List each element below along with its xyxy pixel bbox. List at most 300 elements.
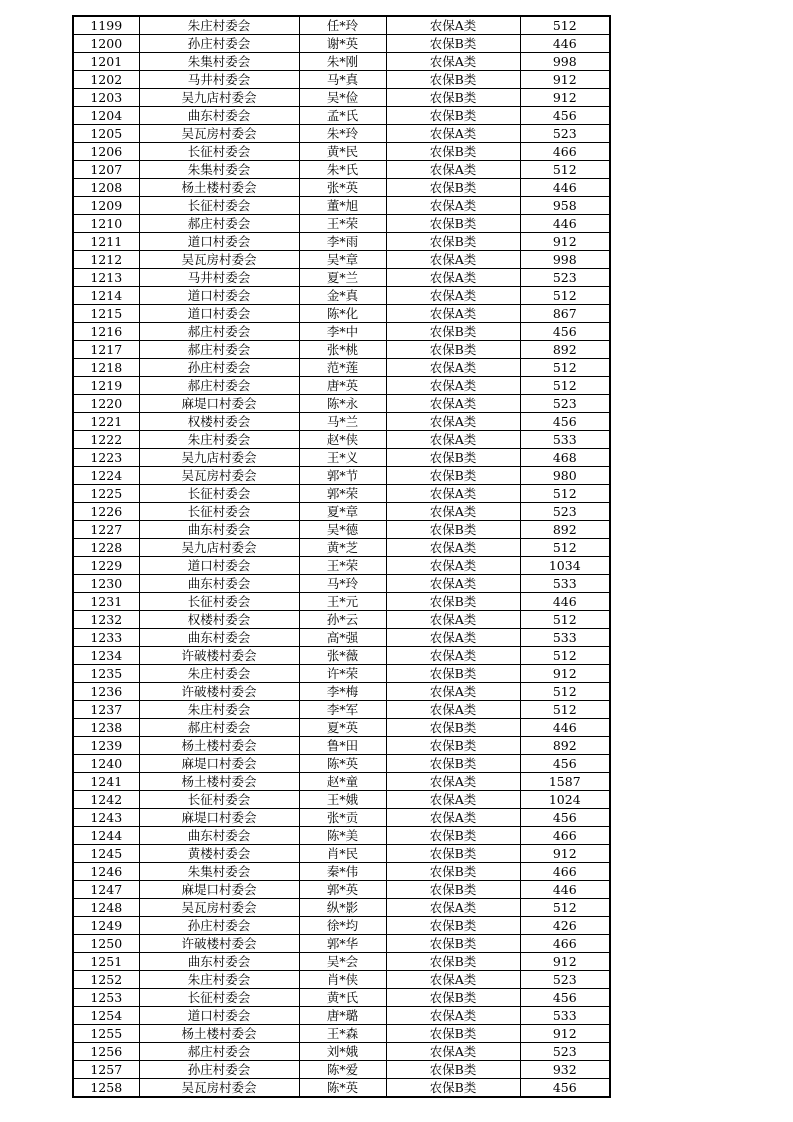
insurance-type-cell: 农保B类: [386, 71, 520, 89]
amount-cell: 998: [520, 251, 610, 269]
row-number-cell: 1200: [73, 35, 139, 53]
person-name-cell: 王*荣: [299, 215, 386, 233]
village-committee-cell: 杨土楼村委会: [139, 1025, 299, 1043]
row-number-cell: 1201: [73, 53, 139, 71]
row-number-cell: 1224: [73, 467, 139, 485]
person-name-cell: 肖*民: [299, 845, 386, 863]
insurance-type-cell: 农保B类: [386, 107, 520, 125]
row-number-cell: 1203: [73, 89, 139, 107]
amount-cell: 892: [520, 521, 610, 539]
insurance-type-cell: 农保B类: [386, 737, 520, 755]
village-committee-cell: 郝庄村委会: [139, 1043, 299, 1061]
row-number-cell: 1247: [73, 881, 139, 899]
table-row: [73, 755, 610, 773]
village-committee-cell: 朱集村委会: [139, 161, 299, 179]
table-row: [73, 953, 610, 971]
table-row: [73, 449, 610, 467]
person-name-cell: 陈*英: [299, 755, 386, 773]
person-name-cell: 赵*侠: [299, 431, 386, 449]
table-row: [73, 845, 610, 863]
amount-cell: 523: [520, 395, 610, 413]
amount-cell: 523: [520, 269, 610, 287]
row-number-cell: 1234: [73, 647, 139, 665]
amount-cell: 446: [520, 593, 610, 611]
row-number-cell: 1218: [73, 359, 139, 377]
row-number-cell: 1236: [73, 683, 139, 701]
insurance-type-cell: 农保B类: [386, 215, 520, 233]
village-committee-cell: 权楼村委会: [139, 611, 299, 629]
village-committee-cell: 吴九店村委会: [139, 449, 299, 467]
table-row: [73, 971, 610, 989]
amount-cell: 446: [520, 35, 610, 53]
amount-cell: 512: [520, 359, 610, 377]
table-row: [73, 16, 610, 35]
insurance-type-cell: 农保A类: [386, 53, 520, 71]
insurance-type-cell: 农保B类: [386, 881, 520, 899]
table-row: [73, 125, 610, 143]
person-name-cell: 纵*影: [299, 899, 386, 917]
table-row: [73, 233, 610, 251]
person-name-cell: 范*莲: [299, 359, 386, 377]
village-committee-cell: 曲东村委会: [139, 953, 299, 971]
row-number-cell: 1225: [73, 485, 139, 503]
person-name-cell: 孙*云: [299, 611, 386, 629]
insurance-type-cell: 农保B类: [386, 323, 520, 341]
table-row: [73, 53, 610, 71]
person-name-cell: 陈*化: [299, 305, 386, 323]
row-number-cell: 1239: [73, 737, 139, 755]
amount-cell: 456: [520, 323, 610, 341]
insurance-type-cell: 农保B类: [386, 179, 520, 197]
row-number-cell: 1252: [73, 971, 139, 989]
row-number-cell: 1207: [73, 161, 139, 179]
insurance-type-cell: 农保A类: [386, 413, 520, 431]
table-row: [73, 575, 610, 593]
amount-cell: 456: [520, 809, 610, 827]
amount-cell: 512: [520, 683, 610, 701]
table-row: [73, 1007, 610, 1025]
insurance-type-cell: 农保A类: [386, 629, 520, 647]
village-committee-cell: 长征村委会: [139, 143, 299, 161]
table-row: [73, 413, 610, 431]
table-row: [73, 791, 610, 809]
insurance-type-cell: 农保A类: [386, 431, 520, 449]
amount-cell: 512: [520, 647, 610, 665]
table-row: [73, 881, 610, 899]
person-name-cell: 唐*璐: [299, 1007, 386, 1025]
row-number-cell: 1231: [73, 593, 139, 611]
person-name-cell: 陈*英: [299, 1079, 386, 1098]
row-number-cell: 1213: [73, 269, 139, 287]
amount-cell: 512: [520, 899, 610, 917]
amount-cell: 512: [520, 287, 610, 305]
amount-cell: 912: [520, 665, 610, 683]
table-row: [73, 629, 610, 647]
amount-cell: 512: [520, 377, 610, 395]
table-row: [73, 773, 610, 791]
village-committee-cell: 朱庄村委会: [139, 701, 299, 719]
table-row: [73, 557, 610, 575]
insurance-type-cell: 农保A类: [386, 395, 520, 413]
row-number-cell: 1235: [73, 665, 139, 683]
table-row: [73, 341, 610, 359]
village-committee-cell: 郝庄村委会: [139, 341, 299, 359]
village-committee-cell: 朱庄村委会: [139, 971, 299, 989]
person-name-cell: 王*森: [299, 1025, 386, 1043]
table-row: [73, 71, 610, 89]
insurance-type-cell: 农保A类: [386, 971, 520, 989]
amount-cell: 446: [520, 881, 610, 899]
amount-cell: 533: [520, 1007, 610, 1025]
row-number-cell: 1238: [73, 719, 139, 737]
person-name-cell: 金*真: [299, 287, 386, 305]
table-row: [73, 521, 610, 539]
village-committee-cell: 麻堤口村委会: [139, 881, 299, 899]
person-name-cell: 谢*英: [299, 35, 386, 53]
person-name-cell: 黄*氏: [299, 989, 386, 1007]
person-name-cell: 王*娥: [299, 791, 386, 809]
table-row: [73, 251, 610, 269]
row-number-cell: 1254: [73, 1007, 139, 1025]
person-name-cell: 张*英: [299, 179, 386, 197]
row-number-cell: 1257: [73, 1061, 139, 1079]
person-name-cell: 马*玲: [299, 575, 386, 593]
village-committee-cell: 郝庄村委会: [139, 377, 299, 395]
row-number-cell: 1228: [73, 539, 139, 557]
village-committee-cell: 道口村委会: [139, 305, 299, 323]
row-number-cell: 1220: [73, 395, 139, 413]
table-row: [73, 593, 610, 611]
table-row: [73, 737, 610, 755]
village-committee-cell: 许破楼村委会: [139, 647, 299, 665]
row-number-cell: 1258: [73, 1079, 139, 1098]
insurance-type-cell: 农保A类: [386, 809, 520, 827]
amount-cell: 468: [520, 449, 610, 467]
row-number-cell: 1214: [73, 287, 139, 305]
person-name-cell: 张*桃: [299, 341, 386, 359]
village-committee-cell: 许破楼村委会: [139, 683, 299, 701]
row-number-cell: 1204: [73, 107, 139, 125]
table-row: [73, 899, 610, 917]
table-row: [73, 431, 610, 449]
insurance-type-cell: 农保B类: [386, 449, 520, 467]
row-number-cell: 1229: [73, 557, 139, 575]
person-name-cell: 鲁*田: [299, 737, 386, 755]
village-committee-cell: 道口村委会: [139, 557, 299, 575]
table-row: [73, 359, 610, 377]
insurance-type-cell: 农保B类: [386, 1079, 520, 1098]
insurance-type-cell: 农保B类: [386, 35, 520, 53]
insurance-type-cell: 农保A类: [386, 611, 520, 629]
table-row: [73, 665, 610, 683]
village-committee-cell: 黄楼村委会: [139, 845, 299, 863]
amount-cell: 456: [520, 107, 610, 125]
amount-cell: 466: [520, 935, 610, 953]
insurance-type-cell: 农保A类: [386, 359, 520, 377]
row-number-cell: 1251: [73, 953, 139, 971]
person-name-cell: 朱*玲: [299, 125, 386, 143]
row-number-cell: 1205: [73, 125, 139, 143]
amount-cell: 912: [520, 845, 610, 863]
person-name-cell: 李*军: [299, 701, 386, 719]
person-name-cell: 李*梅: [299, 683, 386, 701]
amount-cell: 533: [520, 629, 610, 647]
person-name-cell: 郭*华: [299, 935, 386, 953]
person-name-cell: 吴*德: [299, 521, 386, 539]
insurance-type-cell: 农保A类: [386, 575, 520, 593]
row-number-cell: 1212: [73, 251, 139, 269]
row-number-cell: 1211: [73, 233, 139, 251]
village-committee-cell: 孙庄村委会: [139, 359, 299, 377]
table-row: [73, 89, 610, 107]
insurance-type-cell: 农保B类: [386, 467, 520, 485]
amount-cell: 456: [520, 989, 610, 1007]
table-row: [73, 1025, 610, 1043]
table-row: [73, 197, 610, 215]
person-name-cell: 陈*爱: [299, 1061, 386, 1079]
amount-cell: 512: [520, 16, 610, 35]
amount-cell: 958: [520, 197, 610, 215]
row-number-cell: 1233: [73, 629, 139, 647]
amount-cell: 512: [520, 539, 610, 557]
row-number-cell: 1206: [73, 143, 139, 161]
village-committee-cell: 孙庄村委会: [139, 35, 299, 53]
village-committee-cell: 郝庄村委会: [139, 323, 299, 341]
amount-cell: 512: [520, 611, 610, 629]
insurance-type-cell: 农保B类: [386, 827, 520, 845]
table-row: [73, 467, 610, 485]
insurance-type-cell: 农保A类: [386, 485, 520, 503]
insurance-type-cell: 农保A类: [386, 197, 520, 215]
village-committee-cell: 吴瓦房村委会: [139, 251, 299, 269]
beneficiary-table: [72, 15, 611, 1098]
insurance-type-cell: 农保B类: [386, 917, 520, 935]
insurance-type-cell: 农保A类: [386, 791, 520, 809]
row-number-cell: 1245: [73, 845, 139, 863]
row-number-cell: 1223: [73, 449, 139, 467]
insurance-type-cell: 农保A类: [386, 539, 520, 557]
village-committee-cell: 曲东村委会: [139, 521, 299, 539]
row-number-cell: 1219: [73, 377, 139, 395]
person-name-cell: 郭*节: [299, 467, 386, 485]
insurance-type-cell: 农保A类: [386, 773, 520, 791]
insurance-type-cell: 农保A类: [386, 287, 520, 305]
village-committee-cell: 吴九店村委会: [139, 89, 299, 107]
amount-cell: 512: [520, 485, 610, 503]
table-row: [73, 935, 610, 953]
amount-cell: 892: [520, 737, 610, 755]
amount-cell: 912: [520, 89, 610, 107]
insurance-type-cell: 农保B类: [386, 593, 520, 611]
table-row: [73, 719, 610, 737]
village-committee-cell: 吴瓦房村委会: [139, 467, 299, 485]
insurance-type-cell: 农保A类: [386, 161, 520, 179]
village-committee-cell: 杨土楼村委会: [139, 179, 299, 197]
amount-cell: 912: [520, 71, 610, 89]
village-committee-cell: 杨土楼村委会: [139, 773, 299, 791]
amount-cell: 456: [520, 1079, 610, 1098]
person-name-cell: 吴*俭: [299, 89, 386, 107]
person-name-cell: 陈*美: [299, 827, 386, 845]
amount-cell: 456: [520, 413, 610, 431]
table-row: [73, 35, 610, 53]
village-committee-cell: 吴瓦房村委会: [139, 125, 299, 143]
row-number-cell: 1209: [73, 197, 139, 215]
row-number-cell: 1232: [73, 611, 139, 629]
amount-cell: 533: [520, 431, 610, 449]
amount-cell: 523: [520, 125, 610, 143]
table-row: [73, 989, 610, 1007]
person-name-cell: 夏*兰: [299, 269, 386, 287]
person-name-cell: 张*贡: [299, 809, 386, 827]
person-name-cell: 许*荣: [299, 665, 386, 683]
amount-cell: 533: [520, 575, 610, 593]
row-number-cell: 1256: [73, 1043, 139, 1061]
insurance-type-cell: 农保A类: [386, 125, 520, 143]
person-name-cell: 赵*童: [299, 773, 386, 791]
amount-cell: 466: [520, 827, 610, 845]
row-number-cell: 1248: [73, 899, 139, 917]
person-name-cell: 黄*民: [299, 143, 386, 161]
village-committee-cell: 曲东村委会: [139, 575, 299, 593]
insurance-type-cell: 农保B类: [386, 989, 520, 1007]
insurance-type-cell: 农保B类: [386, 1061, 520, 1079]
person-name-cell: 李*雨: [299, 233, 386, 251]
amount-cell: 998: [520, 53, 610, 71]
table-row: [73, 611, 610, 629]
person-name-cell: 肖*侠: [299, 971, 386, 989]
table-row: [73, 827, 610, 845]
village-committee-cell: 权楼村委会: [139, 413, 299, 431]
village-committee-cell: 长征村委会: [139, 791, 299, 809]
insurance-type-cell: 农保B类: [386, 719, 520, 737]
table-row: [73, 287, 610, 305]
amount-cell: 523: [520, 1043, 610, 1061]
table-body: [73, 16, 610, 1097]
row-number-cell: 1226: [73, 503, 139, 521]
village-committee-cell: 朱集村委会: [139, 863, 299, 881]
row-number-cell: 1210: [73, 215, 139, 233]
insurance-type-cell: 农保B类: [386, 953, 520, 971]
row-number-cell: 1244: [73, 827, 139, 845]
row-number-cell: 1250: [73, 935, 139, 953]
village-committee-cell: 长征村委会: [139, 593, 299, 611]
insurance-type-cell: 农保A类: [386, 899, 520, 917]
person-name-cell: 孟*氏: [299, 107, 386, 125]
table-row: [73, 863, 610, 881]
village-committee-cell: 吴瓦房村委会: [139, 1079, 299, 1098]
person-name-cell: 高*强: [299, 629, 386, 647]
village-committee-cell: 曲东村委会: [139, 107, 299, 125]
amount-cell: 980: [520, 467, 610, 485]
village-committee-cell: 长征村委会: [139, 989, 299, 1007]
insurance-type-cell: 农保A类: [386, 503, 520, 521]
village-committee-cell: 吴九店村委会: [139, 539, 299, 557]
insurance-type-cell: 农保B类: [386, 89, 520, 107]
amount-cell: 912: [520, 953, 610, 971]
row-number-cell: 1255: [73, 1025, 139, 1043]
amount-cell: 523: [520, 503, 610, 521]
table-row: [73, 809, 610, 827]
table-row: [73, 305, 610, 323]
table-row: [73, 377, 610, 395]
insurance-type-cell: 农保B类: [386, 341, 520, 359]
row-number-cell: 1253: [73, 989, 139, 1007]
row-number-cell: 1249: [73, 917, 139, 935]
insurance-type-cell: 农保B类: [386, 521, 520, 539]
amount-cell: 446: [520, 719, 610, 737]
insurance-type-cell: 农保B类: [386, 935, 520, 953]
table-row: [73, 269, 610, 287]
table-row: [73, 143, 610, 161]
village-committee-cell: 朱庄村委会: [139, 665, 299, 683]
person-name-cell: 陈*永: [299, 395, 386, 413]
village-committee-cell: 杨土楼村委会: [139, 737, 299, 755]
person-name-cell: 朱*刚: [299, 53, 386, 71]
amount-cell: 1587: [520, 773, 610, 791]
amount-cell: 512: [520, 161, 610, 179]
insurance-type-cell: 农保A类: [386, 557, 520, 575]
amount-cell: 466: [520, 143, 610, 161]
table-row: [73, 1043, 610, 1061]
village-committee-cell: 朱庄村委会: [139, 431, 299, 449]
insurance-type-cell: 农保A类: [386, 305, 520, 323]
person-name-cell: 马*兰: [299, 413, 386, 431]
amount-cell: 892: [520, 341, 610, 359]
village-committee-cell: 长征村委会: [139, 485, 299, 503]
row-number-cell: 1242: [73, 791, 139, 809]
village-committee-cell: 麻堤口村委会: [139, 395, 299, 413]
table-row: [73, 485, 610, 503]
amount-cell: 466: [520, 863, 610, 881]
person-name-cell: 任*玲: [299, 16, 386, 35]
village-committee-cell: 郝庄村委会: [139, 215, 299, 233]
person-name-cell: 吴*章: [299, 251, 386, 269]
person-name-cell: 郭*荣: [299, 485, 386, 503]
amount-cell: 512: [520, 701, 610, 719]
table-row: [73, 917, 610, 935]
amount-cell: 446: [520, 179, 610, 197]
insurance-type-cell: 农保A类: [386, 683, 520, 701]
insurance-type-cell: 农保A类: [386, 1007, 520, 1025]
row-number-cell: 1241: [73, 773, 139, 791]
village-committee-cell: 麻堤口村委会: [139, 755, 299, 773]
row-number-cell: 1216: [73, 323, 139, 341]
amount-cell: 446: [520, 215, 610, 233]
person-name-cell: 唐*英: [299, 377, 386, 395]
table-row: [73, 395, 610, 413]
person-name-cell: 王*荣: [299, 557, 386, 575]
table-row: [73, 179, 610, 197]
village-committee-cell: 马井村委会: [139, 71, 299, 89]
village-committee-cell: 曲东村委会: [139, 629, 299, 647]
row-number-cell: 1199: [73, 16, 139, 35]
village-committee-cell: 道口村委会: [139, 1007, 299, 1025]
village-committee-cell: 长征村委会: [139, 197, 299, 215]
village-committee-cell: 道口村委会: [139, 233, 299, 251]
row-number-cell: 1217: [73, 341, 139, 359]
village-committee-cell: 郝庄村委会: [139, 719, 299, 737]
person-name-cell: 刘*娥: [299, 1043, 386, 1061]
village-committee-cell: 朱集村委会: [139, 53, 299, 71]
person-name-cell: 李*中: [299, 323, 386, 341]
table-row: [73, 161, 610, 179]
amount-cell: 932: [520, 1061, 610, 1079]
insurance-type-cell: 农保A类: [386, 1043, 520, 1061]
person-name-cell: 王*义: [299, 449, 386, 467]
village-committee-cell: 长征村委会: [139, 503, 299, 521]
insurance-type-cell: 农保A类: [386, 377, 520, 395]
